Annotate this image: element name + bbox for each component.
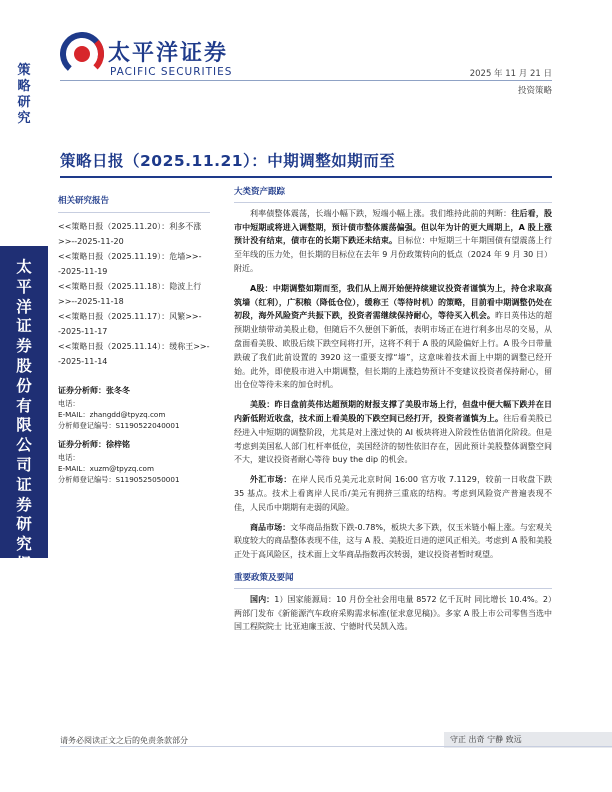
analyst-name: 证券分析师：张冬冬 — [58, 386, 130, 395]
left-sidebar-info — [58, 194, 210, 485]
analyst-phone: 电话： — [58, 399, 80, 408]
section-heading-asset-tracking: 大类资产跟踪 — [234, 186, 552, 203]
related-report-link[interactable]: <<策略日报（2025.11.20）：利多不涨>>--2025-11-20 — [58, 222, 202, 246]
analyst-registration: 分析师登记编号：S1190525050001 — [58, 475, 180, 484]
para-label: 美股： — [250, 400, 275, 410]
para-emphasis: 昨日盘前英伟达超预期的财报支撑了美股市场上行，但盘中便大幅下跌并在日内新低附近收盘，技术面上看美股的下跌空间已经打开，投资者谨慎为上。 — [234, 400, 552, 423]
para-emphasis: 往后看，股市中短期或将进入调整期，预计债市整体震荡偏强。但以年为计的更大周期上，A 股上涨预计没有结束，债市在的长期下跌还未结束。 — [234, 208, 553, 246]
paragraph-bonds — [234, 207, 552, 276]
para-text: 文华商品指数下跌-0.78%，板块大多下跌，仅玉米链小幅上涨。与宏观关联度较大的商品整体表现不佳，这与 A 股、美股近日进的逆风正相关。考虑到 A 股和美股正处于高风险区，技术面上文华商品指数再次转弱，建议投资者暂时观望。 — [234, 522, 552, 560]
analyst-email[interactable]: E-MAIL：xuzm@tpyzq.com — [58, 464, 154, 473]
para-label: A股： — [250, 283, 273, 293]
footer-disclaimer: 请务必阅读正文之后的免责条款部分 — [60, 736, 188, 745]
report-category: 投资策略 — [517, 86, 552, 96]
paragraph-us-stocks — [234, 398, 552, 467]
para-text: 利率债整体震荡，长端小幅下跌，短端小幅上涨。我们维持此前的判断： — [250, 208, 512, 218]
analyst-phone: 电话： — [58, 453, 80, 462]
related-divider — [58, 212, 210, 213]
paragraph-a-shares — [234, 282, 552, 392]
pacific-logo-icon — [60, 32, 104, 76]
related-report-link[interactable]: <<策略日报（2025.11.19）：危墙>>--2025-11-19 — [58, 252, 202, 276]
footer-motto: 守正 出奇 宁静 致远 — [444, 732, 612, 748]
paragraph-domestic-news — [234, 593, 552, 634]
paragraph-fx — [234, 473, 552, 514]
para-text: 目标位：中短期三十年期国债有望震荡上行至年线的压力处，但长期的目标位在去年 9 月份政策转向的低点（2024 年 9 月 30 日）附近。 — [234, 236, 552, 273]
sidebar-strategy-label: 策略研究 — [17, 63, 31, 126]
para-text: 在岸人民币兑美元北京时间 16:00 官方收 7.1129，较前一日收盘下跌 35 基点。技术上看离岸人民币/美元有拥挤三重底的结构。考虑到风险资产普遍表现不佳，人民币中期期有走弱的风险。 — [234, 475, 552, 512]
para-text: 往后看美股已经进入中短期的调整阶段，尤其是对上涨过快的 AI 板块将进入阶段性估值消化阶段。但是考虑到美国私人部门杠杆率低位，美国经济的韧性依旧存在，因此预计美股整体调整空间不大，建议投资者耐心等待 buy the dip 的机会。 — [234, 413, 553, 465]
analyst-email[interactable]: E-MAIL：zhangdd@tpyzq.com — [58, 410, 166, 419]
report-title: 策略日报（2025.11.21）：中期调整如期而至 — [60, 152, 396, 170]
para-emphasis: 中期调整如期而至，我们从上周开始便持续建议投资者谨慎为上，持仓求取高筑墙（红利），广积粮（降低仓位），缓称王（等待时机）的策略，目前看中期调整仍处在初段，海外风险资产共振下跌，投资者需继续保持耐心，等待买入机会。 — [234, 283, 552, 321]
related-report-link[interactable]: <<策略日报（2025.11.17）：风繁>>--2025-11-17 — [58, 312, 202, 336]
analyst-name: 证券分析师：徐梓铭 — [58, 440, 130, 449]
report-date: 2025 年 11 月 21 日 — [469, 69, 552, 79]
para-label: 外汇市场： — [250, 475, 292, 485]
para-label: 商品市场： — [250, 522, 291, 532]
para-text: 1）国家能源局：10 月份全社会用电量 8572 亿千瓦时 同比增长 10.4%。2）两部门发布《新能源汽车政府采购需求标准(征求意见稿)》。多家 A 股上市公司零售当选中国工程院院士 比亚迪廉玉波、宁德时代吴凯入选。 — [234, 594, 552, 632]
main-content — [234, 186, 552, 640]
title-divider — [60, 176, 552, 178]
para-text: 昨日英伟达的超预期业绩带动美股止稳，但随后不久便创下新低，表明市场正在进行利多出尽的交易，从盘面看美股、欧股后续下跌空间将打开，这将不利于 A 股的风险偏好上行。A 股今日带量跌破了我们此前设置的 3920 这一重要支撑“墙”，这意味着技术面上中期的调整已经开始。此外，即使股市进入中期调整，但长期的上涨趋势预计不变建议投资者保持耐心，留出仓位等待未来的加仓时机。 — [234, 311, 553, 390]
sidebar-company-label: 太平洋证券股份有限公司证券研究报告 — [16, 258, 32, 593]
related-reports-heading: 相关研究报告 — [58, 196, 110, 206]
brand-name-cn: 太平洋证券 — [108, 41, 229, 66]
related-report-link[interactable]: <<策略日报（2025.11.18）：隐波上行>>--2025-11-18 — [58, 282, 202, 306]
related-report-link[interactable]: <<策略日报（2025.11.14）：缓称王>>--2025-11-14 — [58, 342, 210, 366]
section-heading-policy-news: 重要政策及要闻 — [234, 572, 552, 589]
para-label: 国内： — [250, 594, 275, 604]
analyst-registration: 分析师登记编号：S1190522040001 — [58, 421, 180, 430]
brand-name-en: PACIFIC SECURITIES — [110, 66, 233, 78]
footer-divider — [60, 746, 612, 747]
header-divider — [60, 80, 552, 81]
paragraph-commodities — [234, 521, 552, 562]
